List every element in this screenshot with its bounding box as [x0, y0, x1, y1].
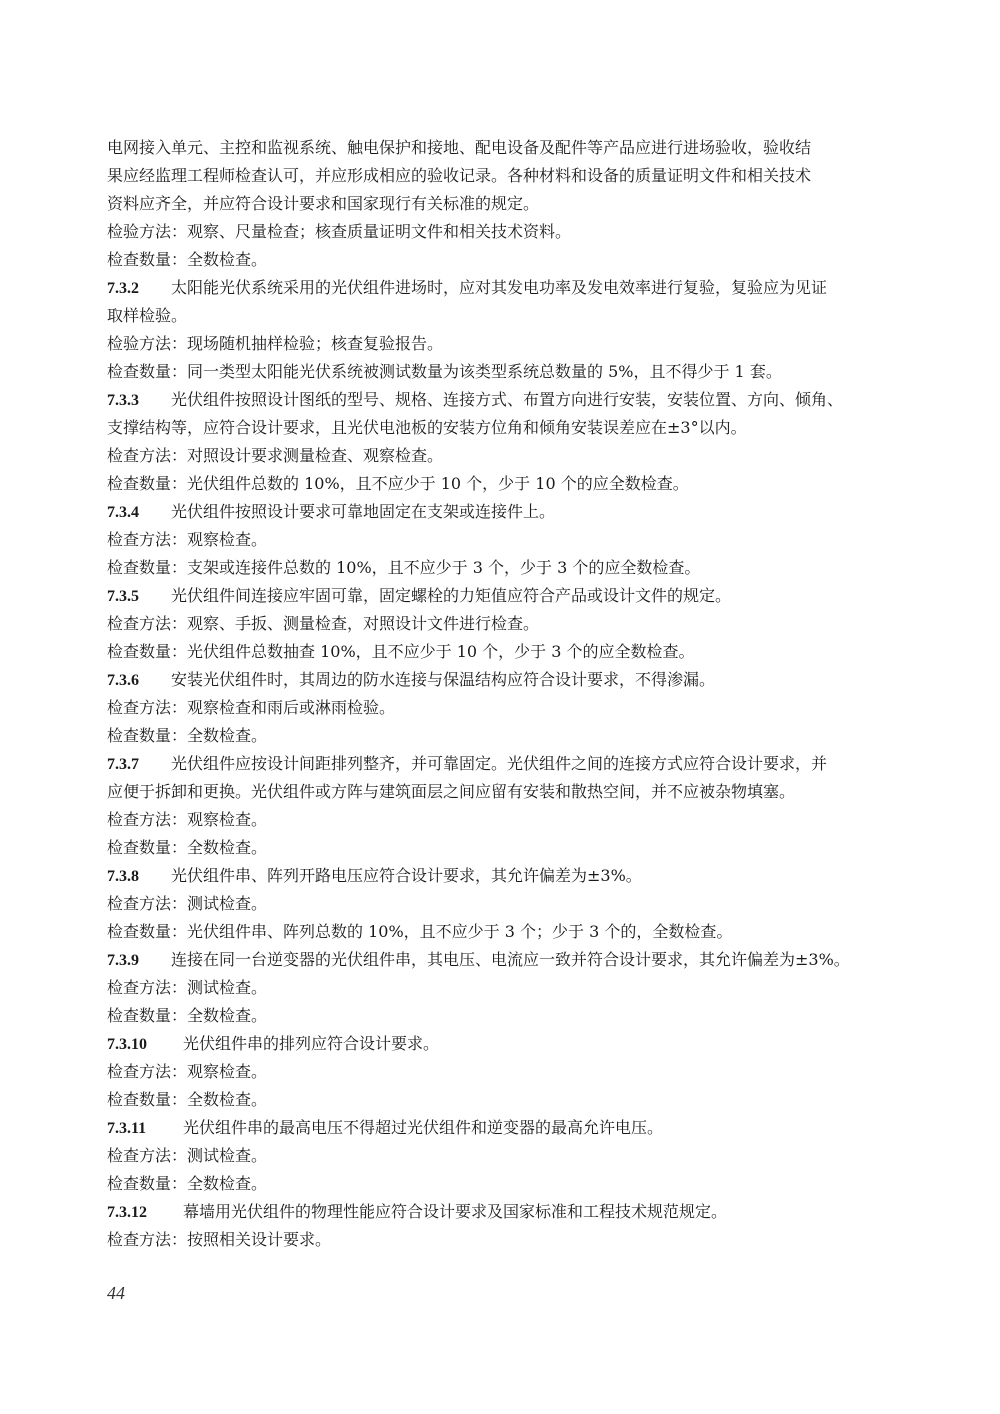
inspection-method: 检验方法：现场随机抽样检验；核查复验报告。	[107, 334, 444, 353]
clause-text: 光伏组件串、阵列开路电压应符合设计要求，其允许偏差为±3%。	[171, 866, 642, 885]
clause-text-continuation: 支撑结构等，应符合设计要求，且光伏电池板的安装方位角和倾角安装误差应在±3°以内。	[107, 418, 747, 437]
clause-text: 光伏组件应按设计间距排列整齐，并可靠固定。光伏组件之间的连接方式应符合设计要求，并	[171, 754, 828, 773]
intro-line: 果应经监理工程师检查认可，并应形成相应的验收记录。各种材料和设备的质量证明文件和相关技术	[107, 166, 812, 185]
clause-text: 光伏组件串的排列应符合设计要求。	[183, 1034, 440, 1053]
clause-text: 连接在同一台逆变器的光伏组件串，其电压、电流应一致并符合设计要求，其允许偏差为±3%。	[171, 950, 850, 969]
inspection-method: 检查方法：观察检查。	[107, 810, 268, 829]
clause-text: 光伏组件串的最高电压不得超过光伏组件和逆变器的最高允许电压。	[183, 1118, 664, 1137]
inspection-quantity: 检查数量：光伏组件串、阵列总数的 10%，且不应少于 3 个；少于 3 个的，全数检查。	[107, 922, 733, 941]
inspection-method: 检验方法：观察、尺量检查；核查质量证明文件和相关技术资料。	[107, 222, 572, 241]
inspection-quantity: 检查数量：同一类型太阳能光伏系统被测试数量为该类型系统总数量的 5%，且不得少于 1 套。	[107, 362, 782, 381]
clause-7-3-12	[107, 1198, 893, 1226]
inspection-quantity: 检查数量：光伏组件总数的 10%，且不应少于 10 个，少于 10 个的应全数检查。	[107, 474, 689, 493]
clause-number: 7.3.8	[107, 868, 139, 885]
inspection-method: 检查方法：按照相关设计要求。	[107, 1230, 332, 1249]
page-number: 44	[107, 1283, 125, 1303]
clause-7-3-9	[107, 946, 893, 974]
clause-text: 幕墙用光伏组件的物理性能应符合设计要求及国家标准和工程技术规范规定。	[183, 1202, 728, 1221]
clause-text-continuation: 取样检验。	[107, 306, 188, 325]
inspection-quantity: 检查数量：全数检查。	[107, 838, 268, 857]
clause-7-3-6	[107, 666, 893, 694]
clause-text-continuation: 应便于拆卸和更换。光伏组件或方阵与建筑面层之间应留有安装和散热空间，并不应被杂物填塞。	[107, 782, 796, 801]
clause-number: 7.3.12	[107, 1204, 147, 1221]
clause-number: 7.3.6	[107, 672, 139, 689]
clause-number: 7.3.3	[107, 392, 139, 409]
clause-7-3-7	[107, 750, 893, 778]
clause-text: 光伏组件按照设计图纸的型号、规格、连接方式、布置方向进行安装，安装位置、方向、倾角、	[171, 390, 844, 409]
clause-number: 7.3.2	[107, 280, 139, 297]
clause-number: 7.3.11	[107, 1120, 147, 1137]
inspection-quantity: 检查数量：全数检查。	[107, 1174, 268, 1193]
intro-line: 资料应齐全，并应符合设计要求和国家现行有关标准的规定。	[107, 194, 540, 213]
inspection-quantity: 检查数量：全数检查。	[107, 250, 268, 269]
inspection-method: 检查方法：测试检查。	[107, 894, 268, 913]
clause-7-3-2	[107, 274, 893, 302]
inspection-quantity: 检查数量：支架或连接件总数的 10%，且不应少于 3 个，少于 3 个的应全数检查。	[107, 558, 701, 577]
intro-line: 电网接入单元、主控和监视系统、触电保护和接地、配电设备及配件等产品应进行进场验收，验收结	[107, 138, 812, 157]
clause-number: 7.3.7	[107, 756, 139, 773]
clause-7-3-5	[107, 582, 893, 610]
clause-number: 7.3.10	[107, 1036, 147, 1053]
clause-text: 安装光伏组件时，其周边的防水连接与保温结构应符合设计要求，不得渗漏。	[171, 670, 716, 689]
clause-number: 7.3.5	[107, 588, 139, 605]
inspection-method: 检查方法：测试检查。	[107, 978, 268, 997]
inspection-method: 检查方法：对照设计要求测量检查、观察检查。	[107, 446, 444, 465]
inspection-method: 检查方法：观察检查和雨后或淋雨检验。	[107, 698, 396, 717]
clause-text: 光伏组件间连接应牢固可靠，固定螺栓的力矩值应符合产品或设计文件的规定。	[171, 586, 732, 605]
inspection-quantity: 检查数量：全数检查。	[107, 726, 268, 745]
inspection-method: 检查方法：观察检查。	[107, 530, 268, 549]
inspection-quantity: 检查数量：全数检查。	[107, 1006, 268, 1025]
inspection-quantity: 检查数量：光伏组件总数抽查 10%，且不应少于 10 个，少于 3 个的应全数检查。	[107, 642, 695, 661]
clause-7-3-10	[107, 1030, 893, 1058]
inspection-method: 检查方法：观察检查。	[107, 1062, 268, 1081]
page-body	[107, 134, 893, 1254]
clause-7-3-3	[107, 386, 893, 414]
inspection-quantity: 检查数量：全数检查。	[107, 1090, 268, 1109]
clause-number: 7.3.4	[107, 504, 139, 521]
clause-7-3-4	[107, 498, 893, 526]
clause-text: 太阳能光伏系统采用的光伏组件进场时，应对其发电功率及发电效率进行复验，复验应为见证	[171, 278, 828, 297]
clause-7-3-11	[107, 1114, 893, 1142]
clause-7-3-8	[107, 862, 893, 890]
inspection-method: 检查方法：观察、手扳、测量检查，对照设计文件进行检查。	[107, 614, 540, 633]
clause-number: 7.3.9	[107, 952, 139, 969]
inspection-method: 检查方法：测试检查。	[107, 1146, 268, 1165]
clause-text: 光伏组件按照设计要求可靠地固定在支架或连接件上。	[171, 502, 556, 521]
